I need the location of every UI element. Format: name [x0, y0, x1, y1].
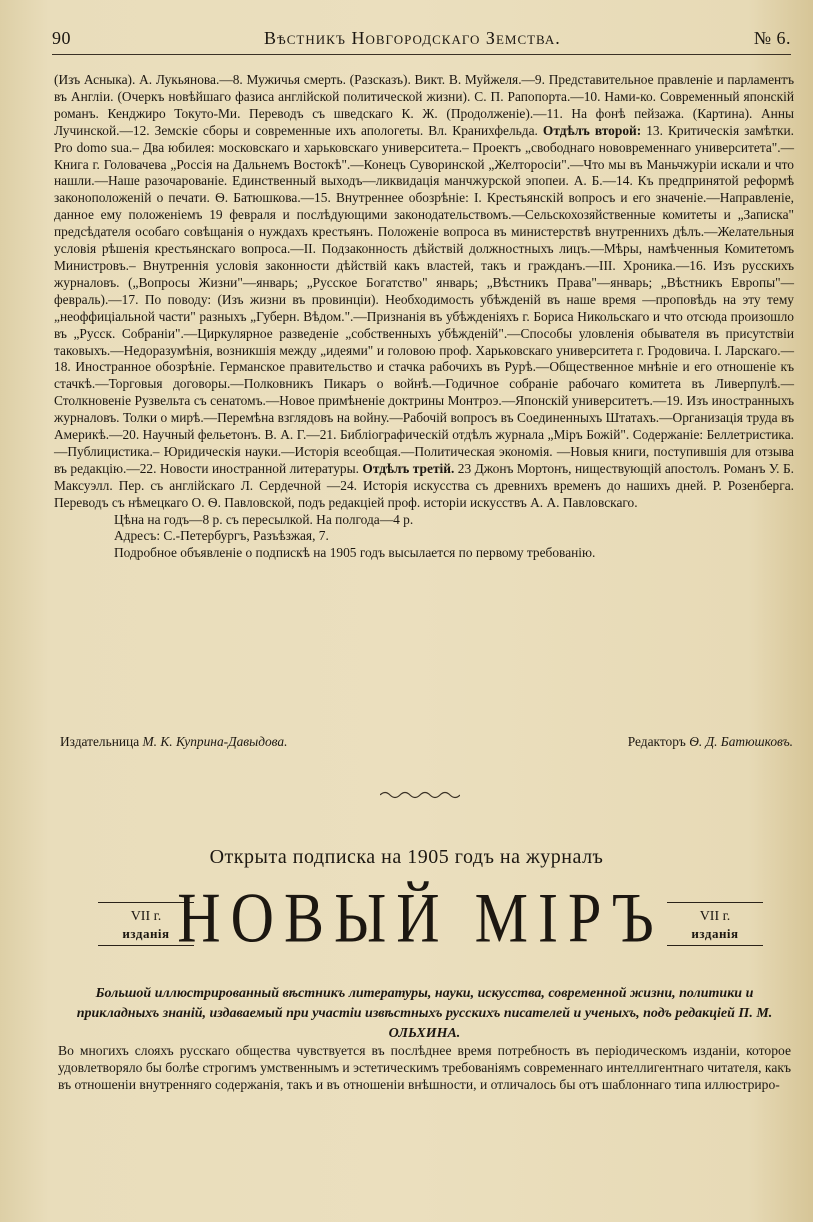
- editor-signature: [628, 734, 793, 750]
- edition-word-right: изданія: [691, 926, 739, 941]
- contents-part-one: (Изъ Асныка). А. Лукьянова.—8. Мужичья смерть. (Разсказъ). Викт. В. Муйжеля.—9. Представительное правленіе и парламентъ въ Англіи. (Очеркъ новѣйшаго фазиса англійской политической жизни). С. П. Рапопорта.—10. Нами-ко. Современный японскій романъ. Кенджиро Токуто-Ми. Переводъ съ шведскаго К. Ж. (Продолженіе).—11. На фонѣ пейзажа. (Картина). Анны Лучинской.—12. Земскіе сборы и современные ихъ апологеты. Вл. Кранихфельда.: [54, 72, 794, 138]
- page-number: 90: [52, 28, 71, 48]
- issue-number: № 6.: [753, 28, 791, 48]
- editor-name: Ѳ. Д. Батюшковъ.: [689, 734, 793, 749]
- editor-label: Редакторъ: [627, 734, 686, 749]
- section-three-label: Отдѣлъ третій.: [362, 460, 455, 476]
- journal-name: НОВЫЙ МІРЪ: [177, 878, 664, 957]
- edition-year-left: VII г.: [130, 909, 162, 924]
- header-rule: [52, 54, 791, 55]
- contents-paragraph: [54, 72, 794, 512]
- price-line: Цѣна на годъ—8 р. съ пересылкой. На полгода—4 р.: [114, 511, 414, 527]
- edition-word-left: изданія: [122, 926, 170, 941]
- subscription-announcement: Открыта подписка на 1905 годъ на журналъ: [209, 846, 604, 868]
- section-two-text: 13. Критическія замѣтки. Pro domo sua.– Два юбилея: московскаго и харьковскаго университета.– Проектъ „свободнаго нововременнаго университета".—Книга г. Головачева „Россія на Дальнемъ Востокѣ".—Конецъ Суворинской „Желтоpосіи".—Что мы въ Маньчжуріи искали и что нашли.—Наше разочарованіе. Единственный выходъ—ликвидація манчжурской эпопеи. А. Б.—14. Къ предпринятой реформѣ законоположеній о печати. Ѳ. Батюшкова.—15. Внутреннее обозрѣніе: I. Крестьянскій вопросъ и его значеніе.—Направленіе, данное ему положеніемъ 19 февраля и послѣдующими законодательствомъ.—Сельскохозяйственные комитеты и „Записка" предсѣдателя особаго совѣщанія о нуждахъ крестьянъ. Положеніе вопроса въ министерствѣ внутреннихъ дѣлъ.—Желательныя условія рѣшенія крестьянскаго вопроса.—II. Подзаконность дѣйствій должностныхъ лицъ.—Мѣры, намѣченныя Комитетомъ Министровъ.– Внутреннія условія законности дѣйствій какъ властей, такъ и гражданъ.—III. Хроника.—16. Изъ русскихъ журналовъ. („Вопросы Жизни"—январь; „Русское Богатство" январь; „Вѣстникъ Права"—январь; „Вѣстникъ Европы"—февраль).—17. По поводу: (Изъ жизни въ провинціи). Необходимость убѣжденій въ наше время —проповѣдь на эту тему „неоффиціальной части" разныхъ „Губерн. Вѣдом.".—Признанія въ убѣжденіяхъ г. Бориса Никольскаго и что отсюда произошло въ „Русск. Собраніи".—Циркулярное разведеніе „собственныхъ убѣжденій".—Способы уловленія обывателя въ присутствіи таковыхъ.—Недоразумѣнія, возникшія между „идеями" и головою проф. Харьковскаго университета г. Гродовича. І. Ларскаго.—18. Иностранное обозрѣніе. Германское правительство и стачка рабочихъ въ Рурѣ.—Общественное мнѣніе и его отношеніе къ стачкѣ.—Торговыя договоры.—Полковникъ Пикаръ о войнѣ.—Годичное собраніе рабочаго комитета въ Ливерпулѣ.—Столкновеніе Рузвельта съ сенатомъ.—Новое примѣненіе доктрины Монтроэ.—Японскій университетъ.—19. Изъ иностранныхъ журналовъ. Толки о мирѣ.—Перемѣна взглядовъ на войну.—Рабочій вопросъ въ Соединенныхъ Штатахъ.—Организація труда въ Америкѣ.—20. Научный фельетонъ. В. А. Г.—21. Библіографическій отдѣлъ журнала „Міръ Божій". Содержаніе: Беллетристика.—Публицистика.– Юридическія науки.—Исторія всеобщая.—Политическая экономія. —Новыя книги, поступившія для отзыва въ редакцію.—22. Новости иностранной литературы.: [54, 122, 795, 476]
- publisher-signature: [60, 734, 287, 750]
- wavy-divider-icon: [380, 790, 460, 800]
- section-three-text: 23 Джонъ Мортонъ, ниществующій апостолъ. Романъ У. Б. Максуэлл. Пер. съ англійскаго Л. Сердечной —24. Исторія искусства съ древнихъ временъ до нашихъ дней. Р. Розенберга. Переводъ съ нѣмецкаго О. Ѳ. Павловской, подъ редакціей проф. исторіи искусствъ А. А. Павловскаго.: [54, 460, 794, 510]
- table-of-contents: [54, 72, 794, 562]
- section-two-label: Отдѣлъ второй:: [542, 122, 642, 138]
- notice-line: Подробное объявленіе о подпискѣ на 1905 годъ высылается по первому требованію.: [114, 545, 596, 561]
- signatures: [60, 734, 793, 750]
- running-header: [52, 28, 791, 56]
- journal-title: Вѣстникъ Новгородскаго Земства.: [264, 28, 561, 48]
- advert-intro-paragraph: Во многихъ слояхъ русскаго общества чувствуется въ послѣднее время потребность въ періодическомъ изданіи, которое удовлетворяло бы болѣе строгимъ умственнымъ и эстетическимъ требованіямъ современнаго интеллигентнаго читателя, какъ въ отношеніи внутренняго содержанія, такъ и въ отношеніи внѣшности, и отличалось бы отъ шаблоннаго типа иллюстриро-: [58, 1043, 791, 1092]
- address-line: Адресъ: С.-Петербургъ, Разъѣзжая, 7.: [114, 528, 329, 544]
- edition-box-right: [667, 902, 763, 946]
- publisher-name: М. К. Куприна-Давыдова.: [142, 734, 288, 749]
- publisher-label: Издательница: [60, 734, 140, 749]
- edition-year-right: VII г.: [699, 909, 731, 924]
- journal-tagline: Большой иллюстрированный вѣстникъ литературы, науки, искусства, современной жизни, политики и прикладныхъ знаній, издаваемый при участіи извѣстныхъ русскихъ писателей и ученыхъ, подъ редакціей П. М. ОЛЬХИНА.: [76, 986, 773, 1041]
- journal-masthead: [50, 878, 791, 960]
